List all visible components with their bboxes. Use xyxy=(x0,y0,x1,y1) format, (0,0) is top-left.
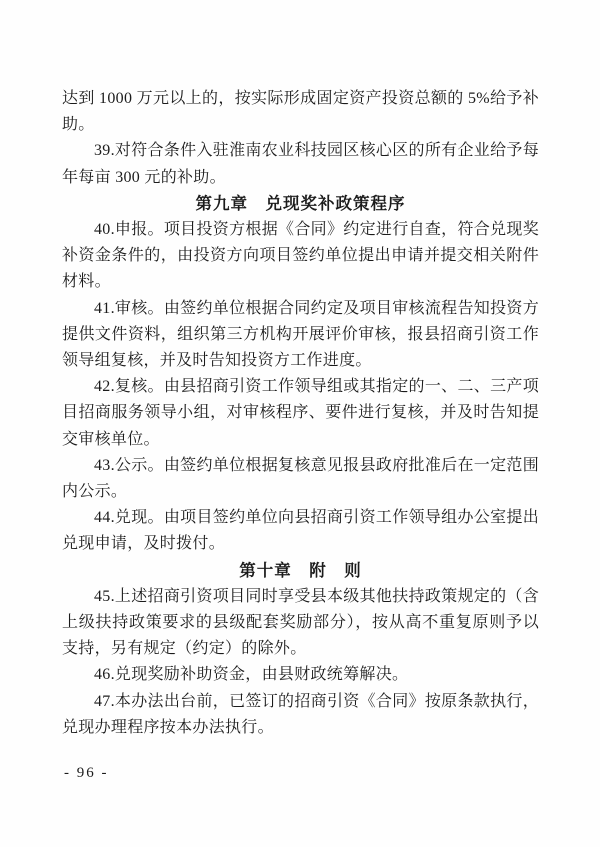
para-43: 43.公示。由签约单位根据复核意见报县政府批准后在一定范围内公示。 xyxy=(62,456,539,501)
para-47: 47.本办法出台前，已签订的招商引资《合同》按原条款执行，兑现办理程序按本办法执行。 xyxy=(62,692,539,736)
document-content xyxy=(62,86,539,741)
para-44: 44.兑现。由项目签约单位向县招商引资工作领导组办公室提出兑现申请，及时拨付。 xyxy=(62,509,539,553)
chapter-9-heading: 第九章 兑现奖补政策程序 xyxy=(195,194,406,213)
para-continuation: 达到 1000 万元以上的，按实际形成固定资产投资总额的 5%给予补助。 xyxy=(62,90,539,134)
para-40: 40.申报。项目投资方根据《合同》约定进行自查，符合兑现奖补资金条件的，由投资方向项目签约单位提出申请并提交相关附件材料。 xyxy=(62,221,539,291)
para-46: 46.兑现奖励补助资金，由县财政统筹解决。 xyxy=(94,666,409,684)
para-42: 42.复核。由县招商引资工作领导组或其指定的一、二、三产项目招商服务领导小组，对审核程序、要件进行复核，并及时告知提交审核单位。 xyxy=(62,378,539,448)
para-39: 39.对符合条件入驻淮南农业科技园区核心区的所有企业给予每年每亩 300 元的补助。 xyxy=(62,142,539,186)
para-41: 41.审核。由签约单位根据合同约定及项目审核流程告知投资方提供文件资料，组织第三方机构开展评价审核，报县招商引资工作领导组复核，并及时告知投资方工作进度。 xyxy=(62,299,539,370)
para-45: 45.上述招商引资项目同时享受县本级其他扶持政策规定的（含上级扶持政策要求的县级配套奖励部分），按从高不重复原则予以支持，另有规定（约定）的除外。 xyxy=(62,587,539,658)
chapter-10-heading: 第十章 附 则 xyxy=(239,561,362,580)
page-number: - 96 - xyxy=(64,765,109,781)
